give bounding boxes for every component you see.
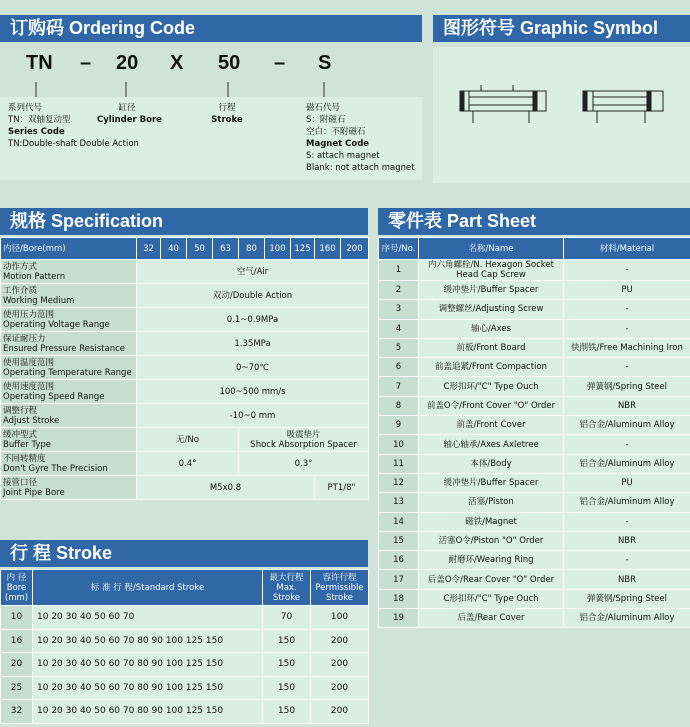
bore-value: 125 (291, 238, 315, 260)
spec-label: 接管口径 Joint Pipe Bore (1, 476, 137, 500)
part-material: 铝合金/Aluminum Alloy (564, 454, 690, 473)
code-part-stroke: 50 (218, 52, 241, 74)
code-part-dash: – (274, 52, 286, 74)
part-name: 后盖/Rear Cover (419, 609, 564, 628)
spec-label: 保证耐压力 Ensured Pressure Resistance (1, 332, 137, 356)
stroke-standard: 10 20 30 40 50 60 70 80 90 100 125 150 (33, 653, 263, 677)
magnet-en: Magnet Code (306, 139, 370, 149)
stroke-table (0, 569, 369, 724)
spec-label: 缓冲型式 Buffer Type (1, 428, 137, 452)
part-material: - (564, 300, 690, 319)
stroke-permissible: 200 (311, 676, 369, 700)
table-row (1, 606, 369, 630)
stroke-bore: 10 (1, 606, 33, 630)
stroke-cn: 行程 (218, 103, 236, 113)
stroke-standard: 10 20 30 40 50 60 70 (33, 606, 263, 630)
spec-label: 动作方式 Motion Pattern (1, 260, 137, 284)
stroke-standard: 10 20 30 40 50 60 70 80 90 100 125 150 (33, 629, 263, 653)
bore-value: 40 (161, 238, 187, 260)
spec-row (1, 284, 369, 308)
part-material: 弹簧钢/Spring Steel (564, 589, 690, 608)
spec-value: 100~500 mm/s (137, 380, 369, 404)
stroke-col-max: 最大行程 Max. Stroke (263, 570, 311, 606)
bore-value: 80 (239, 238, 265, 260)
series-tn: TN：双轴复动型 (8, 115, 71, 125)
part-name: C形扣环/"C" Type Ouch (419, 589, 564, 608)
part-name: 本体/Body (419, 454, 564, 473)
spec-row (1, 380, 369, 404)
table-row (379, 416, 690, 435)
spec-value: 1.35MPa (137, 332, 369, 356)
spec-row (1, 452, 369, 476)
stroke-max: 150 (263, 653, 311, 677)
code-part-magnet: S (318, 52, 332, 74)
bore-desc (97, 102, 162, 126)
bore-en: Cylinder Bore (97, 115, 162, 125)
table-row (379, 338, 690, 357)
part-material: 快削铁/Free Machining Iron (564, 338, 690, 357)
table-row (379, 551, 690, 570)
part-material: NBR (564, 531, 690, 550)
stroke-max: 70 (263, 606, 311, 630)
stroke-permissible: 200 (311, 700, 369, 724)
magnet-blank-cn: 空白：不附磁石 (306, 127, 366, 137)
stroke-permissible: 200 (311, 653, 369, 677)
part-no: 5 (379, 338, 419, 357)
part-material: - (564, 319, 690, 338)
part-name: 前盖/Front Cover (419, 416, 564, 435)
table-row (379, 589, 690, 608)
stroke-standard: 10 20 30 40 50 60 70 80 90 100 125 150 (33, 700, 263, 724)
part-material: 铝合金/Aluminum Alloy (564, 416, 690, 435)
stroke-bore: 16 (1, 629, 33, 653)
part-name: 轴心轴承/Axes Axletree (419, 435, 564, 454)
table-row (1, 629, 369, 653)
spec-value: -10~0 mm (137, 404, 369, 428)
part-col-no: 序号/No. (379, 238, 419, 260)
table-row (379, 473, 690, 492)
part-no: 2 (379, 281, 419, 300)
part-col-material: 材料/Material (564, 238, 690, 260)
spec-value: PT1/8" (315, 476, 369, 500)
part-material: - (564, 551, 690, 570)
code-part-bore: 20 (116, 52, 139, 74)
part-material: 弹簧钢/Spring Steel (564, 377, 690, 396)
part-no: 19 (379, 609, 419, 628)
stroke-col-permissible: 容许行程 Permissible Stroke (311, 570, 369, 606)
spec-row (1, 308, 369, 332)
code-part-dash: – (80, 52, 92, 74)
part-no: 9 (379, 416, 419, 435)
part-no: 6 (379, 358, 419, 377)
graphic-symbol-header: 图形符号 Graphic Symbol (433, 15, 690, 42)
ordering-code-example (0, 52, 422, 82)
code-part-x: X (170, 52, 184, 74)
table-row (379, 493, 690, 512)
code-part-series: TN (26, 52, 53, 74)
spec-label: 使用压力范围 Operating Voltage Range (1, 308, 137, 332)
part-material: 铝合金/Aluminum Alloy (564, 493, 690, 512)
stroke-en: Stroke (211, 115, 243, 125)
stroke-header: 行 程 Stroke (0, 540, 368, 567)
specification-table (0, 237, 369, 500)
spec-value: 无/No (137, 428, 239, 452)
table-row (379, 570, 690, 589)
bore-cn: 缸径 (118, 103, 136, 113)
part-no: 12 (379, 473, 419, 492)
table-row (379, 377, 690, 396)
part-name: 内六角螺栓/N. Hexagon Socket Head Cap Screw (419, 260, 564, 281)
stroke-bore: 32 (1, 700, 33, 724)
spec-value: 空气/Air (137, 260, 369, 284)
spec-label: 使用速度范围 Operating Speed Range (1, 380, 137, 404)
bore-value: 160 (315, 238, 341, 260)
table-row (379, 512, 690, 531)
cylinder-symbol-icon (433, 47, 690, 183)
part-name: 缓冲垫片/Buffer Spacer (419, 281, 564, 300)
magnet-desc (306, 102, 415, 174)
part-name: 前板/Front Board (419, 338, 564, 357)
bore-column-label: 内径/Bore(mm) (1, 238, 137, 260)
spec-row (1, 332, 369, 356)
part-sheet-table (378, 237, 690, 628)
spec-row (1, 428, 369, 452)
stroke-max: 150 (263, 676, 311, 700)
table-row (379, 358, 690, 377)
part-no: 7 (379, 377, 419, 396)
table-row (379, 435, 690, 454)
stroke-max: 150 (263, 700, 311, 724)
table-row (379, 609, 690, 628)
table-row (379, 319, 690, 338)
stroke-permissible: 100 (311, 606, 369, 630)
table-row (379, 260, 690, 281)
part-no: 4 (379, 319, 419, 338)
spec-row (1, 356, 369, 380)
spec-value: M5x0.8 (137, 476, 315, 500)
spec-value: 0.3° (239, 452, 369, 476)
series-desc-en: TN:Double-shaft Double Action (8, 139, 139, 149)
spec-label: 使用温度范围 Operating Temperature Range (1, 356, 137, 380)
stroke-col-bore: 内 径 Bore (mm) (1, 570, 33, 606)
part-no: 14 (379, 512, 419, 531)
stroke-permissible: 200 (311, 629, 369, 653)
spec-label: 工作介质 Working Medium (1, 284, 137, 308)
part-material: 铝合金/Aluminum Alloy (564, 609, 690, 628)
part-no: 11 (379, 454, 419, 473)
part-name: 轴心/Axes (419, 319, 564, 338)
table-row (1, 653, 369, 677)
part-no: 8 (379, 396, 419, 415)
part-no: 18 (379, 589, 419, 608)
bore-value: 100 (265, 238, 291, 260)
part-material: NBR (564, 570, 690, 589)
part-name: 活塞/Piston (419, 493, 564, 512)
spec-value: 0.1~0.9MPa (137, 308, 369, 332)
part-name: C形扣环/"C" Type Ouch (419, 377, 564, 396)
bore-value: 200 (341, 238, 369, 260)
part-material: PU (564, 281, 690, 300)
stroke-max: 150 (263, 629, 311, 653)
spec-row (1, 260, 369, 284)
stroke-standard: 10 20 30 40 50 60 70 80 90 100 125 150 (33, 676, 263, 700)
spec-value: 0.4° (137, 452, 239, 476)
stroke-bore: 25 (1, 676, 33, 700)
part-material: - (564, 512, 690, 531)
table-row (379, 281, 690, 300)
magnet-s-en: S: attach magnet (306, 151, 380, 161)
table-row (379, 531, 690, 550)
bore-value: 63 (213, 238, 239, 260)
bore-value: 32 (137, 238, 161, 260)
part-name: 耐磨环/Wearing Ring (419, 551, 564, 570)
series-en: Series Code (8, 127, 65, 137)
part-no: 1 (379, 260, 419, 281)
part-no: 3 (379, 300, 419, 319)
part-name: 调整螺丝/Adjusting Screw (419, 300, 564, 319)
part-col-name: 名称/Name (419, 238, 564, 260)
spec-row (1, 404, 369, 428)
part-material: NBR (564, 396, 690, 415)
bore-value: 50 (187, 238, 213, 260)
spec-value: 双动/Double Action (137, 284, 369, 308)
part-name: 后盖O令/Rear Cover "O" Order (419, 570, 564, 589)
stroke-desc (204, 102, 250, 126)
table-row (1, 700, 369, 724)
part-name: 磁铁/Magnet (419, 512, 564, 531)
magnet-s-cn: S：附磁石 (306, 115, 346, 125)
magnet-cn: 磁石代号 (306, 103, 341, 113)
part-no: 15 (379, 531, 419, 550)
specification-header: 规格 Specification (0, 208, 368, 235)
part-name: 前盖追紧/Front Compaction (419, 358, 564, 377)
part-name: 前盖O令/Front Cover "O" Order (419, 396, 564, 415)
stroke-col-standard: 标 准 行 程/Standard Stroke (33, 570, 263, 606)
part-sheet-header: 零件表 Part Sheet (378, 208, 690, 235)
part-material: - (564, 435, 690, 454)
spec-value: 吸震垫片 Shock Absorption Spacer (239, 428, 369, 452)
table-row (379, 300, 690, 319)
part-material: PU (564, 473, 690, 492)
table-row (379, 454, 690, 473)
part-name: 活塞O令/Piston "O" Order (419, 531, 564, 550)
part-material: - (564, 260, 690, 281)
spec-row (1, 476, 369, 500)
part-no: 10 (379, 435, 419, 454)
spec-value: 0~70℃ (137, 356, 369, 380)
part-no: 16 (379, 551, 419, 570)
magnet-blank-en: Blank: not attach magnet (306, 163, 415, 173)
table-row (1, 676, 369, 700)
part-name: 缓冲垫片/Buffer Spacer (419, 473, 564, 492)
part-material: - (564, 358, 690, 377)
stroke-bore: 20 (1, 653, 33, 677)
part-no: 13 (379, 493, 419, 512)
spec-label: 不回转精度 Don't Gyre The Precision (1, 452, 137, 476)
spec-label: 调整行程 Adjust Stroke (1, 404, 137, 428)
table-row (379, 396, 690, 415)
part-no: 17 (379, 570, 419, 589)
ordering-code-header: 订购码 Ordering Code (0, 15, 422, 42)
series-cn: 系列代号 (8, 103, 43, 113)
